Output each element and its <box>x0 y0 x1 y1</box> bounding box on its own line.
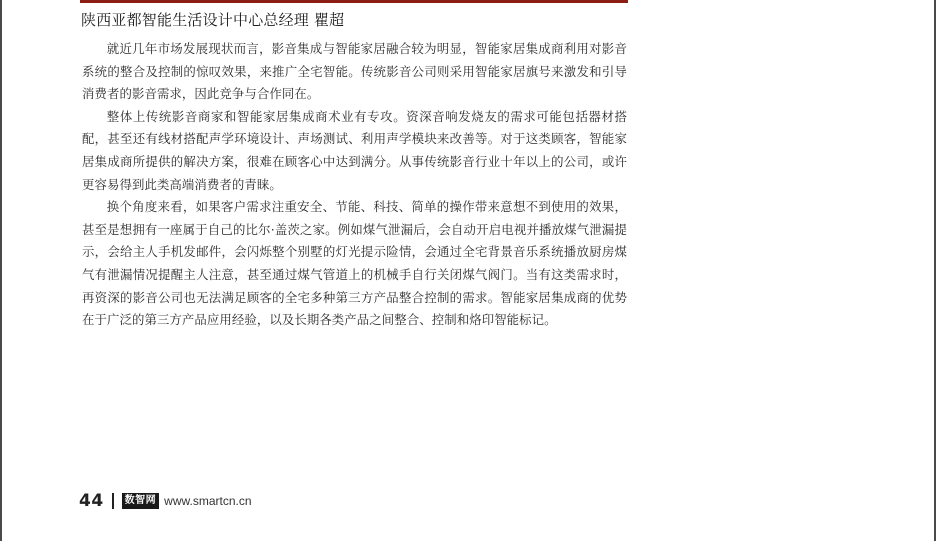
article-body <box>82 38 627 332</box>
page-number: 44 <box>79 491 104 511</box>
paragraph-1: 就近几年市场发展现状而言，影音集成与智能家居融合较为明显，智能家居集成商利用对影音系统的整合及控制的惊叹效果，来推广全宅智能。传统影音公司则采用智能家居旗号来激发和引导消费者的影音需求，因此竞争与合作同在。 <box>82 41 627 102</box>
page-footer <box>79 489 252 513</box>
article-heading: 陕西亚都智能生活设计中心总经理 瞿超 <box>81 11 345 29</box>
site-url[interactable]: www.smartcn.cn <box>164 494 252 508</box>
paragraph-3: 换个角度来看，如果客户需求注重安全、节能、科技、简单的操作带来意想不到使用的效果，甚至是想拥有一座属于自己的比尔·盖茨之家。例如煤气泄漏后，会自动开启电视并播放煤气泄漏提示，会给主人手机发邮件，会闪烁整个别墅的灯光提示险情，会通过全宅背景音乐系统播放厨房煤气有泄漏情况提醒主人注意，甚至通过煤气管道上的机械手自行关闭煤气阀门。当有这类需求时，再资深的影音公司也无法满足顾客的全宅多种第三方产品整合控制的需求。智能家居集成商的优势在于广泛的第三方产品应用经验，以及长期各类产品之间整合、控制和烙印智能标记。 <box>82 199 627 328</box>
paragraph-2: 整体上传统影音商家和智能家居集成商术业有专攻。资深音响发烧友的需求可能包括器材搭配，甚至还有线材搭配声学环境设计、声场测试、利用声学模块来改善等。对于这类顾客，智能家居集成商所提供的解决方案，很难在顾客心中达到满分。从事传统影音行业十年以上的公司，或许更容易得到此类高端消费者的青睐。 <box>82 108 627 192</box>
header-rule <box>80 0 628 3</box>
site-logo: 数智网 <box>122 493 160 509</box>
page-frame-left <box>0 0 2 541</box>
footer-divider <box>112 493 114 509</box>
